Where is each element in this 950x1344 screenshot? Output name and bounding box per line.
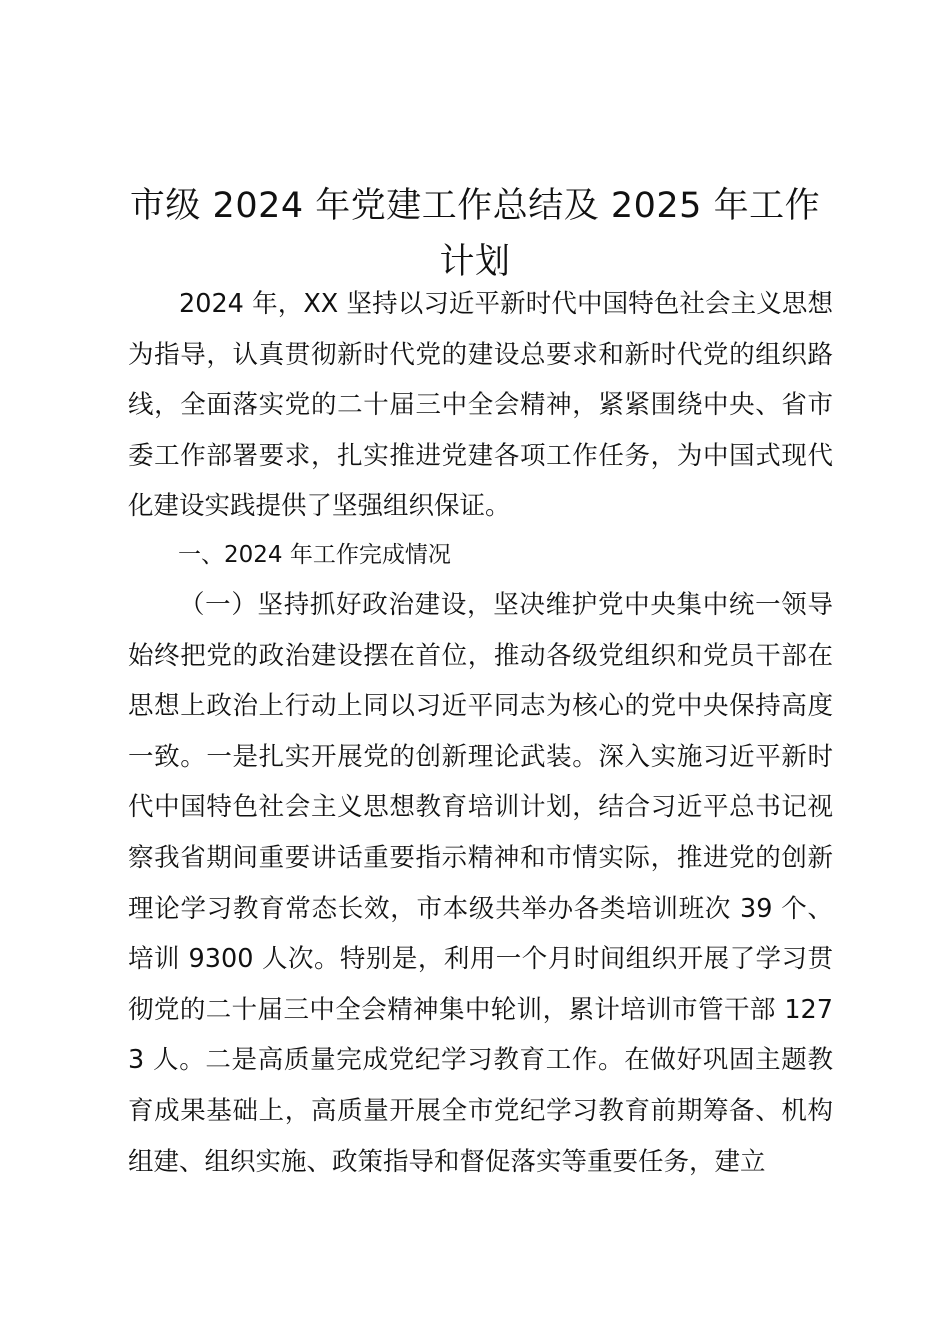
document-title: 市级 2024 年党建工作总结及 2025 年工作计划 xyxy=(129,186,821,282)
intro-paragraph: 2024 年，XX 坚持以习近平新时代中国特色社会主义思想为指导，认真贯彻新时代党的建设总要求和新时代党的组织路线，全面落实党的二十届三中全会精神，紧紧围绕中央、省市委工作部署要求，扎实推进党建各项工作任务，为中国式现代化建设实践提供了坚强组织保证。 xyxy=(128,289,833,522)
section-heading: 一、2024 年工作完成情况 xyxy=(178,542,451,568)
section-paragraph: （一）坚持抓好政治建设，坚决维护党中央集中统一领导始终把党的政治建设摆在首位，推动各级党组织和党员干部在思想上政治上行动上同以习近平同志为核心的党中央保持高度一致。一是扎实开展党的创新理论武装。深入实施习近平新时代中国特色社会主义思想教育培训计划，结合习近平总书记视察我省期间重要讲话重要指示精神和市情实际，推进党的创新理论学习教育常态长效，市本级共举办各类培训班次 39 个、培训 9300 人次。特别是，利用一个月时间组织开展了学习贯彻党的二十届三中全会精神集中轮训，累计培训市管干部 1273 人。二是高质量完成党纪学习教育工作。在做好巩固主题教育成果基础上，高质量开展全市党纪学习教育前期筹备、机构组建、组织实施、政策指导和督促落实等重要任务，建立 xyxy=(128,590,833,1177)
